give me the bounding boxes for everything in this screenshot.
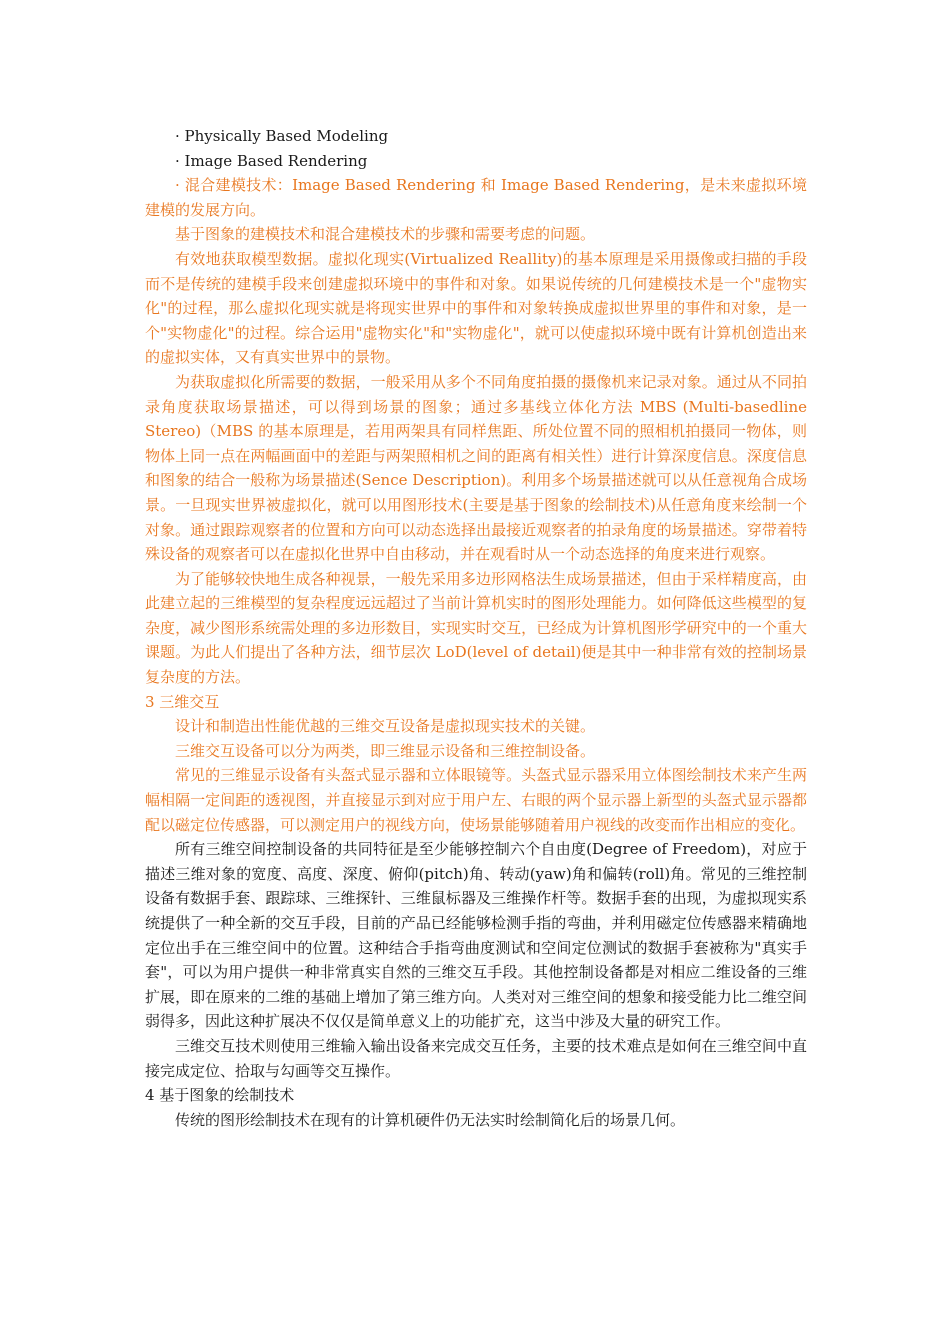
bullet-physically-based-modeling: · Physically Based Modeling: [175, 127, 389, 145]
para-traditional-rendering: 传统的图形绘制技术在现有的计算机硬件仍无法实时绘制简化后的场景几何。: [175, 1110, 686, 1129]
bullet-hybrid-modeling: · 混合建模技术：Image Based Rendering 和 Image Based Rendering，是未来虚拟环境建模的发展方向。: [145, 176, 807, 219]
para-mbs: 为获取虚拟化所需要的数据，一般采用从多个不同角度拍摄的摄像机来记录对象。通过从不同拍录角度获取场景描述，可以得到场景的图象；通过多基线立体化方法 MBS (Multi-basedline Stereo)（MBS 的基本原理是，若用两架具有同样焦距、所处位置不同的照相机拍摄同一物体，则物体上同一点在两幅画面中的差距与两架照相机之间的距离有相关性）进行计算深度信息。深度信息和图象的结合一般称为场景描述(Sence Description)。利用多个场景描述就可以从任意视角合成场景。一旦现实世界被虚拟化，就可以用图形技术(主要是基于图象的绘制技术)从任意角度来绘制一个对象。通过跟踪观察者的位置和方向可以动态选择出最接近观察者的拍录角度的场景描述。穿带着特殊设备的观察者可以在虚拟化世界中自由移动，并在观看时从一个动态选择的角度来进行观察。: [145, 372, 807, 564]
heading-3d-interaction: 3 三维交互: [145, 692, 220, 711]
para-two-types: 三维交互设备可以分为两类，即三维显示设备和三维控制设备。: [175, 741, 596, 760]
para-interaction-key: 设计和制造出性能优越的三维交互设备是虚拟现实技术的关键。: [175, 717, 596, 736]
bullet-image-based-rendering: · Image Based Rendering: [175, 151, 368, 170]
heading-image-based-rendering: 4 基于图象的绘制技术: [145, 1086, 295, 1105]
para-control-devices: 所有三维空间控制设备的共同特征是至少能够控制六个自由度(Degree of Freedom)，对应于描述三维对象的宽度、高度、深度、俯仰(pitch)角、转动(yaw)角和偏转(roll)角。常见的三维控制设备有数据手套、跟踪球、三维探针、三维鼠标器及三维操作杆等。数据手套的出现，为虚拟现实系统提供了一种全新的交互手段，目前的产品已经能够检测手指的弯曲，并利用磁定位传感器来精确地定位出手在三维空间中的位置。这种结合手指弯曲度测试和空间定位测试的数据手套被称为"真实手套"，可以为用户提供一种非常真实自然的三维交互手段。其他控制设备都是对相应二维设备的三维扩展，即在原来的二维的基础上增加了第三维方向。人类对对三维空间的想象和接受能力比二维空间弱得多，因此这种扩展决不仅仅是简单意义上的功能扩充，这当中涉及大量的研究工作。: [145, 840, 807, 1031]
para-lod: 为了能够较快地生成各种视景，一般先采用多边形网格法生成场景描述，但由于采样精度高，由此建立起的三维模型的复杂程度远远超过了当前计算机实时的图形处理能力。如何降低这些模型的复杂度，减少图形系统需处理的多边形数目，实现实时交互，已经成为计算机图形学研究中的一个重大课题。为此人们提出了各种方法，细节层次 LoD(level of detail)便是其中一种非常有效的控制场景复杂度的方法。: [145, 569, 807, 687]
para-interaction-tech: 三维交互技术则使用三维输入输出设备来完成交互任务，主要的技术难点是如何在三维空间中直接完成定位、拾取与勾画等交互操作。: [145, 1036, 807, 1080]
para-virtualized-reality: 有效地获取模型数据。虚拟化现实(Virtualized Reallity)的基本原理是采用摄像或扫描的手段而不是传统的建模手段来创建虚拟环境中的事件和对象。如果说传统的几何建模技术是一个"虚物实化"的过程，那么虚拟化现实就是将现实世界中的事件和对象转换成虚拟世界里的事件和对象，是一个"实物虚化"的过程。综合运用"虚物实化"和"实物虚化"，就可以使虚拟环境中既有计算机创造出来的虚拟实体，又有真实世界中的景物。: [145, 249, 807, 367]
para-hmd: 常见的三维显示设备有头盔式显示器和立体眼镜等。头盔式显示器采用立体图绘制技术来产生两幅相隔一定间距的透视图，并直接显示到对应于用户左、右眼的两个显示器上新型的头盔式显示器都配以磁定位传感器，可以测定用户的视线方向，使场景能够随着用户视线的改变而作出相应的变化。: [145, 766, 807, 834]
para-steps: 基于图象的建模技术和混合建模技术的步骤和需要考虑的问题。: [175, 225, 596, 244]
document-page: [145, 124, 807, 1132]
